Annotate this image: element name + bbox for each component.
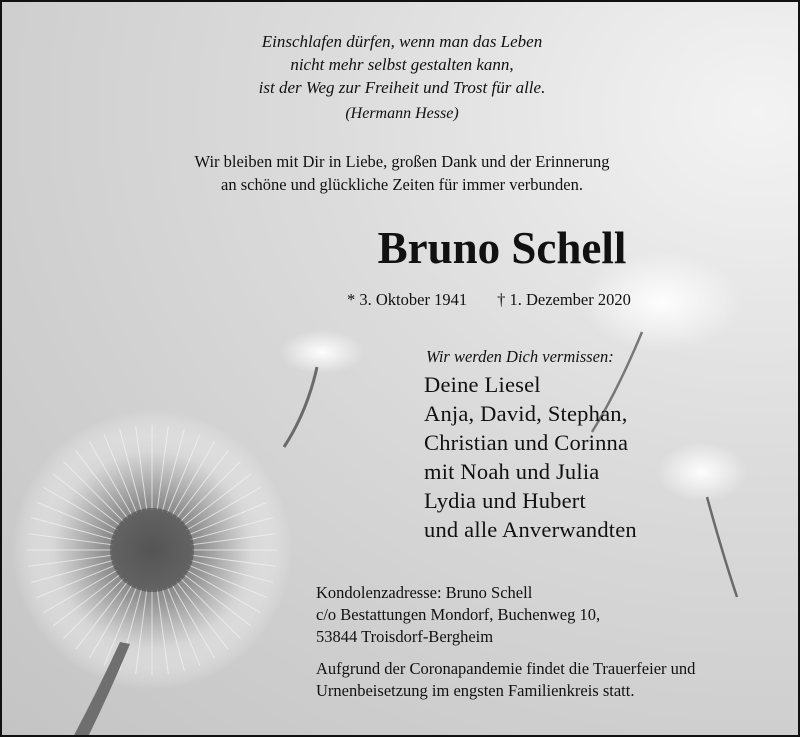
quote-line: Einschlafen dürfen, wenn man das Leben	[261, 32, 543, 51]
hesse-quote	[2, 30, 800, 125]
deceased-name: Bruno Schell	[377, 223, 627, 273]
life-dates	[347, 290, 631, 310]
notice-line: Urnenbeisetzung im engsten Familienkreis statt.	[316, 681, 635, 700]
mourner-line: und alle Anverwandten	[424, 517, 637, 542]
condolence-address	[316, 582, 600, 648]
birth-date: * 3. Oktober 1941	[347, 290, 468, 309]
dedication-line: Wir bleiben mit Dir in Liebe, großen Dank und der Erinnerung	[194, 152, 610, 171]
death-date: † 1. Dezember 2020	[497, 290, 631, 309]
dedication-text	[2, 150, 800, 196]
mourner-line: Anja, David, Stephan,	[424, 401, 628, 426]
mourners-list	[424, 370, 637, 544]
mourner-line: Christian und Corinna	[424, 430, 629, 455]
quote-author: (Hermann Hesse)	[345, 105, 459, 122]
quote-line: ist der Weg zur Freiheit und Trost für alle.	[258, 78, 546, 97]
flying-seed-3	[657, 442, 747, 597]
mourner-line: Lydia und Hubert	[424, 488, 586, 513]
dedication-line: an schöne und glückliche Zeiten für immer verbunden.	[221, 175, 583, 194]
address-line: Kondolenzadresse: Bruno Schell	[316, 583, 533, 602]
notice-line: Aufgrund der Coronapandemie findet die Trauerfeier und	[316, 659, 696, 678]
mourner-line: Deine Liesel	[424, 372, 541, 397]
flying-seed-1	[280, 330, 364, 447]
funeral-notice	[316, 658, 695, 702]
quote-line: nicht mehr selbst gestalten kann,	[290, 55, 514, 74]
address-line: c/o Bestattungen Mondorf, Buchenweg 10,	[316, 605, 601, 624]
mourner-line: mit Noah und Julia	[424, 459, 600, 484]
mourners-intro: Wir werden Dich vermissen:	[426, 347, 614, 366]
address-line: 53844 Troisdorf-Bergheim	[316, 627, 494, 646]
